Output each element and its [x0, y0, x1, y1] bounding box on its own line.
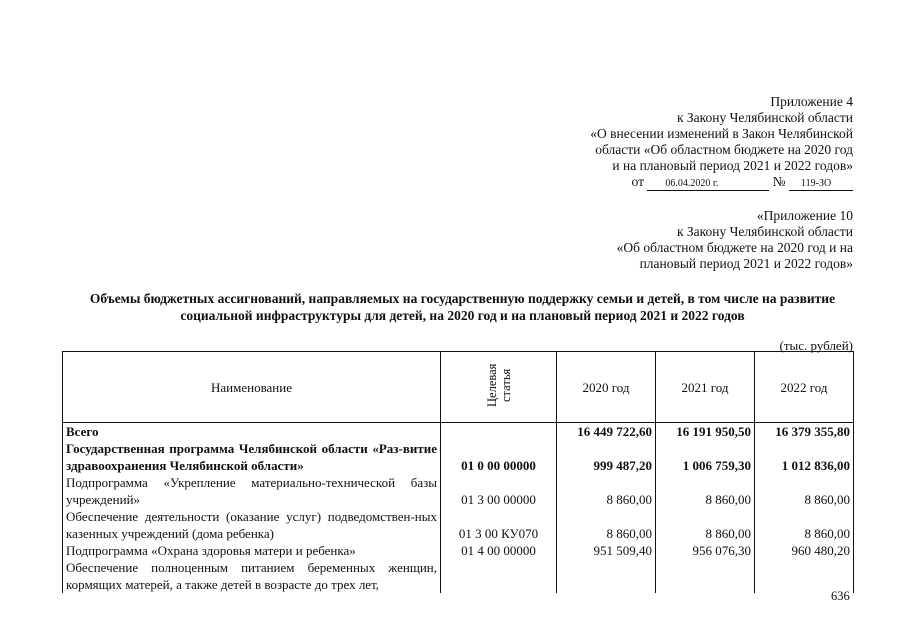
- row-value-2022: [755, 559, 854, 593]
- row-name: Государственная программа Челябинской области «Раз-витие здравоохранения Челябинской области»: [63, 440, 441, 474]
- title-line-2: социальной инфраструктуры для детей, на 2020 год и на плановый период 2021 и 2022 годов: [180, 308, 745, 323]
- appendix-line: плановый период 2021 и 2022 годов»: [639, 256, 853, 271]
- row-value-2020: 999 487,20: [557, 440, 656, 474]
- table-row: [63, 508, 854, 542]
- row-value-2021: 8 860,00: [656, 474, 755, 508]
- units-label: (тыс. рублей): [779, 338, 853, 353]
- row-value-2020: 951 509,40: [557, 542, 656, 559]
- budget-table: [62, 351, 854, 593]
- row-code: [441, 423, 557, 441]
- row-value-2021: 956 076,30: [656, 542, 755, 559]
- row-name: Обеспечение полноценным питанием беременных женщин, кормящих матерей, а также детей в возрасте до трех лет,: [63, 559, 441, 593]
- table-row: [63, 474, 854, 508]
- appendix-line: Приложение 4: [770, 94, 853, 109]
- row-code: 01 3 00 00000: [441, 474, 557, 508]
- row-code: 01 4 00 00000: [441, 542, 557, 559]
- header-name: Наименование: [63, 352, 441, 423]
- table-header-row: [63, 352, 854, 423]
- header-code: [441, 352, 557, 423]
- table-row: [63, 559, 854, 593]
- row-code: [441, 559, 557, 593]
- appendix-line: и на плановый период 2021 и 2022 годов»: [612, 158, 853, 173]
- table-row: [63, 542, 854, 559]
- appendix-line: «Об областном бюджете на 2020 год и на: [616, 240, 853, 255]
- row-value-2020: [557, 559, 656, 593]
- law-number-value: 119-ЗО: [789, 178, 853, 191]
- appendix-10-header: [617, 208, 853, 272]
- row-value-2021: 8 860,00: [656, 508, 755, 542]
- page-number: 636: [831, 589, 850, 603]
- row-value-2022: 8 860,00: [755, 474, 854, 508]
- number-label: №: [772, 174, 786, 189]
- appendix-line: области «Об областном бюджете на 2020 год: [595, 142, 853, 157]
- appendix-line: к Закону Челябинской области: [676, 224, 853, 239]
- row-value-2020: 16 449 722,60: [557, 423, 656, 441]
- row-name: Всего: [63, 423, 441, 441]
- header-code-label: Целевая статья: [484, 363, 513, 407]
- row-value-2022: 1 012 836,00: [755, 440, 854, 474]
- row-value-2022: 960 480,20: [755, 542, 854, 559]
- row-value-2022: 16 379 355,80: [755, 423, 854, 441]
- row-value-2021: 16 191 950,50: [656, 423, 755, 441]
- row-value-2022: 8 860,00: [755, 508, 854, 542]
- row-name: Подпрограмма «Укрепление материально-технической базы учреждений»: [63, 474, 441, 508]
- appendix-line: «О внесении изменений в Закон Челябинской: [590, 126, 853, 141]
- row-name: Подпрограмма «Охрана здоровья матери и ребенка»: [63, 542, 441, 559]
- header-2021: 2021 год: [656, 352, 755, 423]
- header-2022: 2022 год: [755, 352, 854, 423]
- title-line-1: Объемы бюджетных ассигнований, направляемых на государственную поддержку семьи и детей, в том числе на развитие: [89, 291, 836, 306]
- row-value-2021: 1 006 759,30: [656, 440, 755, 474]
- row-code: 01 0 00 00000: [441, 440, 557, 474]
- header-2020: 2020 год: [557, 352, 656, 423]
- date-value: 06.04.2020 г.: [647, 178, 769, 191]
- table-row: [63, 423, 854, 441]
- row-value-2020: 8 860,00: [557, 508, 656, 542]
- row-name: Обеспечение деятельности (оказание услуг) подведомствен-ных казенных учреждений (дома ребенка): [63, 508, 441, 542]
- document-title: [40, 290, 885, 324]
- row-value-2020: 8 860,00: [557, 474, 656, 508]
- row-value-2021: [656, 559, 755, 593]
- signature-line: [590, 174, 853, 191]
- from-label: от: [631, 174, 644, 189]
- appendix-4-header: [590, 94, 853, 191]
- table-row: [63, 440, 854, 474]
- row-code: 01 3 00 КУ070: [441, 508, 557, 542]
- appendix-line: «Приложение 10: [756, 208, 853, 223]
- appendix-line: к Закону Челябинской области: [676, 110, 853, 125]
